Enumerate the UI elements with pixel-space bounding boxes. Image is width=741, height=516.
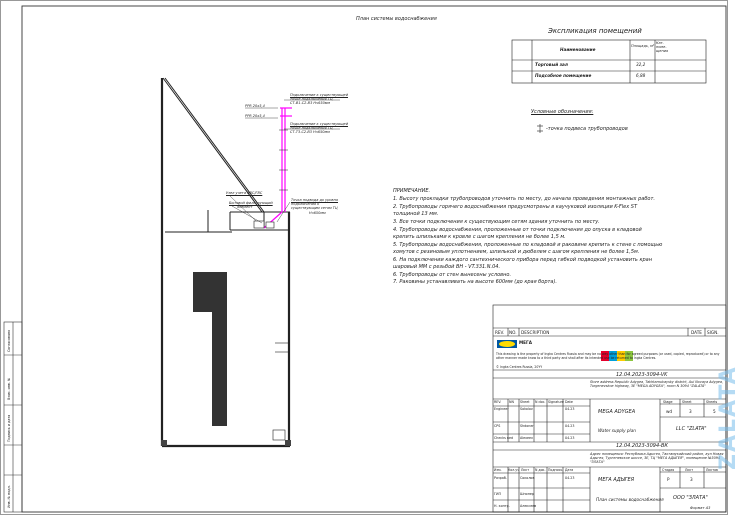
callout-filter: Бытовой фильтрующий элемент (229, 201, 273, 210)
note-line: 1. Высоту прокладки трубопроводов уточнить по месту, до начала проведения монтажных работ. (393, 196, 655, 202)
project-code-ru: 12.04.2023-3094-ВК (616, 443, 668, 449)
date-checked: 04.23 (565, 436, 575, 440)
counter-block (193, 272, 227, 426)
note-line: 2. Трубопроводы горячего водоснабжения предусмотрены в каучуковой изоляции K-Flex ST (393, 204, 638, 210)
sign-hdr-ndoc: N doc. (535, 400, 546, 404)
left-stamp-sign-date: Подпись и дата (7, 414, 11, 442)
sheet-hdr: Sheet (682, 400, 692, 404)
sign-hdr-signature: Signature (548, 400, 564, 404)
water-pipes (264, 108, 292, 228)
project-code-en: 12.04.2023-3094-VK (616, 372, 668, 378)
sign-ru-hdr-podpis: Подпись (548, 468, 563, 472)
callout-connection-2: Подключение к существующей точке подключения ТЦ СТ-Т3-С2-В3 Hч650мм (290, 122, 348, 135)
notes-title: ПРИМЕЧАНИЕ. (393, 188, 431, 194)
explication-header-area: Площадь, м² (631, 44, 655, 48)
note-line: шаровый ММ с резьбой ВН - VT.331.N.04. (393, 264, 501, 270)
role-cps: CPS (494, 424, 501, 428)
explication-row-2-area: 6,88 (636, 73, 646, 78)
note-line: крепить шпильками к кровле с шагом крепления не более 1,5 м. (393, 234, 566, 240)
rev-sign-label: SIGN. (707, 330, 719, 335)
name-checked: Alexeev (520, 436, 533, 440)
explication-header-name: Наименование (560, 47, 596, 52)
address-ru: Адрес помещения: Республика Адыгея, Тахтамукайский район, аул Новая Адыгея, Тургеневское шоссе, 3Е, ТЦ "МЕГА АДЫГЕЯ", помещение №3094 "ЗЛАТА" (590, 452, 724, 464)
explication-title: Экспликация помещений (548, 27, 642, 35)
name-gip: Шпонер (520, 492, 534, 496)
explication-row-1-name: Торговый зал (535, 62, 568, 67)
sheet-name-ru: План системы водоснабжения (596, 497, 664, 502)
sign-hdr-sheet: Sheet (520, 400, 530, 404)
doorway (273, 343, 290, 440)
rev-no-label: NO. (509, 330, 517, 335)
name-cps: Shdoner (520, 424, 534, 428)
note-line: 7. Раковины устанавливать на высоте 600мм (до края борта). (393, 279, 558, 285)
sign-hdr-nn: NN (509, 400, 514, 404)
role-gip: ГИП (494, 492, 501, 496)
note-line: 6. Трубопроводы от стен вынесены условно. (393, 272, 512, 278)
role-razrab: Разраб. (494, 476, 507, 480)
company-ru: ООО "ЗЛАТА" (673, 495, 708, 501)
rev-date-label: DATE (691, 330, 702, 335)
callout-ppr-2: PPR 20х3,4 (245, 114, 265, 118)
note-line: хомутов с резиновым уплотнением, шпилькой и дюбелем с шагом крепления не более 1,5м. (393, 249, 640, 255)
date-engineer: 04.23 (565, 407, 575, 411)
plan-title: План системы водоснабжения (356, 16, 437, 22)
sign-hdr-rev: REV. (494, 400, 502, 404)
sheet-val: 3 (689, 409, 692, 414)
callout-connection-1: Подключение к существующей точке подключения ТЦ СТ-В1-С2-В3 Hч650мм (290, 93, 348, 106)
disclaimer: This drawing is the property of Ingka Centres Russia and may be no way other than for agreed purposes (or used, copied, reproduced) or to any other manner made know to a third party and shall after its intended use be returned to Ingka Centres. (496, 352, 720, 360)
meter-assembly (254, 221, 274, 228)
brand-small: МЕГА (519, 340, 532, 345)
note-line: 3. Все точки подключения к существующим сетям здания уточнить по месту. (393, 219, 600, 225)
note-line: 4. Трубопроводы водоснабжения, проложенные от точки подключения до опуска в кладовой (393, 227, 642, 233)
project-name-en: MEGA ADYGEA (598, 409, 636, 415)
callout-existing-point: Точка подвода до уровня подключения к существующим сетям ТЦ Hч650мм (291, 198, 339, 215)
address-en: Store address Republic Adygea, Takhtamukaysky district, Aul Novaya Adygea, Turgenevskoe highway, 3E "MEGA ADYGEA", room N 3094 "ZALATA" (590, 380, 723, 388)
sign-ru-hdr-kol: Кол.уч (508, 468, 520, 472)
rev-desc-label: DESCRIPTION (521, 330, 550, 335)
callout-meter: Узел учета ХВС/ГВС (226, 191, 263, 195)
legend-item: -точка подвеса трубопроводов (546, 126, 628, 132)
callout-ppr-1: PPR 20х3,4 (245, 104, 265, 108)
legend-title: Условные обозначения: (531, 109, 594, 115)
name-engineer: Sokolov (520, 407, 533, 411)
explication-row-1-area: 32,2 (636, 62, 646, 67)
role-engineer: Engineer (494, 407, 509, 411)
date-razrab: 04.23 (565, 476, 575, 480)
sign-ru-hdr-ndoc: N док. (535, 468, 546, 472)
copyright: © Ingka Centres Russia, 20YY (496, 365, 543, 369)
watermark: ZALATA (716, 365, 741, 470)
sheet-name-en: Water supply plan (598, 428, 636, 433)
explication-header-cat: Кат. поме-щения (656, 41, 669, 53)
explication-row-2-name: Подсобное помещение (535, 73, 592, 78)
sign-ru-hdr-izm: Изм. (494, 468, 502, 472)
rev-label: REV. (495, 330, 505, 335)
left-stamp-inv: Взам. инв. № (7, 377, 11, 400)
name-razrab: Соколов (520, 476, 535, 480)
note-line: 6. На подключении каждого сантехнического прибора перед гибкой подводкой установить кран (393, 257, 652, 263)
stage-val-ru: Р (667, 477, 670, 482)
stage-hdr-ru: Стадия (662, 468, 675, 472)
role-checked: Checks ned (494, 436, 514, 440)
sheets-hdr-ru: Листов (706, 468, 718, 472)
stage-hdr: Stage (663, 400, 673, 404)
name-nkontr: Алексеев (520, 504, 537, 508)
pipe-hangers (279, 130, 288, 190)
left-stamp-inv-orig: Инв. № подл. (7, 485, 11, 508)
company-en: LLC "ZLATA" (676, 426, 707, 432)
note-line: 5. Трубопроводы водоснабжения, проложенные по кладовой и раковине крепить к стене с помощью (393, 242, 663, 248)
sign-hdr-date: Date (565, 400, 573, 404)
ikea-logo (497, 340, 517, 348)
format-label: Формат А3 (690, 506, 711, 510)
sheet-val-ru: 3 (690, 477, 693, 482)
date-cps: 04.23 (565, 424, 575, 428)
role-nkontr: Н. контр. (494, 504, 510, 508)
project-name-ru: МЕГА АДЫГЕЯ (598, 477, 635, 483)
sheet-hdr-ru: Лист (685, 468, 694, 472)
left-stamp-agreed: Согласовано (7, 329, 11, 352)
sign-ru-hdr-list: Лист (521, 468, 530, 472)
sheets-val: 5 (713, 409, 716, 414)
note-line: толщиной 13 мм. (393, 211, 439, 217)
stage-val: wd (666, 409, 673, 414)
legend-symbol (537, 124, 543, 133)
sheets-hdr: Sheets (706, 400, 718, 404)
sign-ru-hdr-data: Дата (565, 468, 574, 472)
